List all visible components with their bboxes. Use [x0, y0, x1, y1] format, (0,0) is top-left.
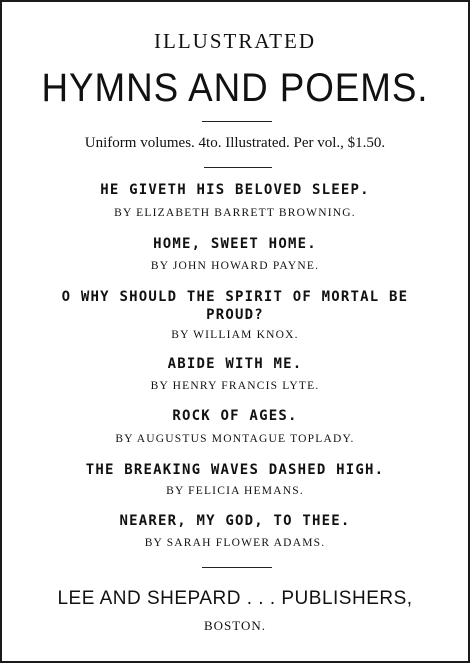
- work-author: BY AUGUSTUS MONTAGUE TOPLADY.: [115, 433, 355, 445]
- work-author: BY FELICIA HEMANS.: [166, 485, 304, 497]
- work-title: O WHY SHOULD THE SPIRIT OF MORTAL BE PROUD?: [61, 289, 409, 323]
- work-author: BY ELIZABETH BARRETT BROWNING.: [114, 207, 356, 219]
- work-author: BY HENRY FRANCIS LYTE.: [150, 380, 320, 392]
- work-title: ROCK OF AGES.: [172, 408, 298, 424]
- work-author: BY JOHN HOWARD PAYNE.: [150, 260, 320, 272]
- header-hymns-and-poems: HYMNS AND POEMS.: [41, 66, 429, 110]
- header-illustrated: ILLUSTRATED: [154, 29, 316, 53]
- divider-rule-top: [202, 121, 272, 122]
- work-title: HOME, SWEET HOME.: [153, 236, 317, 252]
- publisher-city: BOSTON.: [203, 618, 267, 633]
- divider-rule-bottom: [202, 567, 272, 568]
- work-title: ABIDE WITH ME.: [167, 356, 303, 372]
- work-title: HE GIVETH HIS BELOVED SLEEP.: [100, 182, 370, 198]
- work-title: NEARER, MY GOD, TO THEE.: [119, 513, 351, 529]
- divider-rule-mid: [204, 167, 272, 168]
- work-title: THE BREAKING WAVES DASHED HIGH.: [85, 462, 385, 478]
- work-author: BY SARAH FLOWER ADAMS.: [144, 537, 326, 549]
- edition-info: Uniform volumes. 4to. Illustrated. Per vol., $1.50.: [84, 135, 386, 151]
- publisher-line: LEE AND SHEPARD . . . PUBLISHERS,: [57, 588, 413, 609]
- work-author: BY WILLIAM KNOX.: [171, 329, 299, 341]
